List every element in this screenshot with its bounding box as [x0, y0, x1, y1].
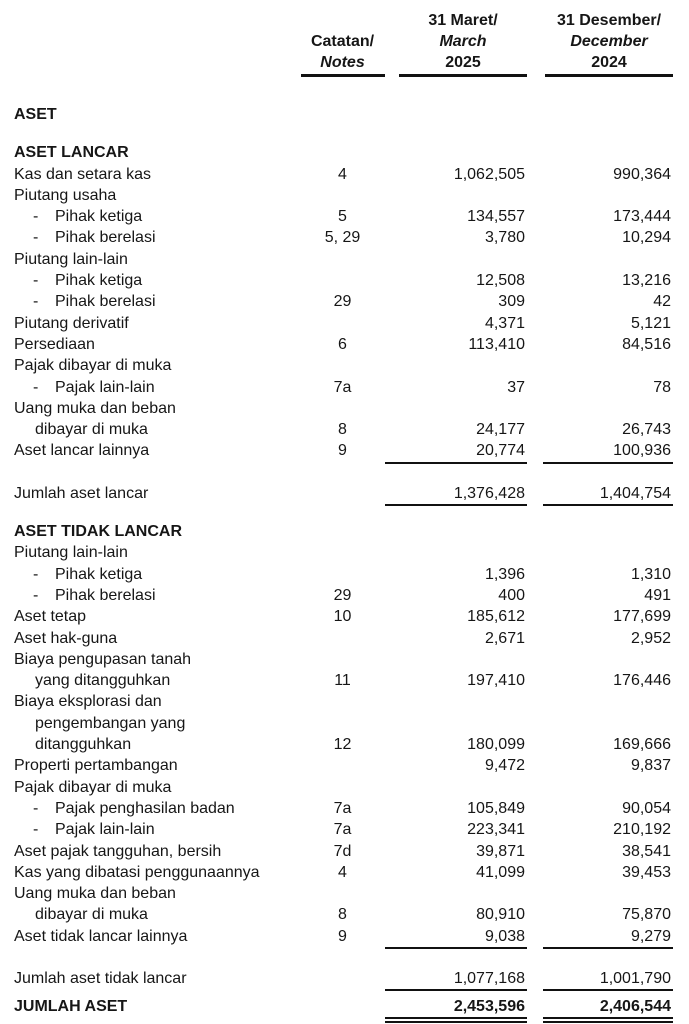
table-row [14, 104, 673, 125]
december-2024-line1: 31 Desember/ [556, 12, 662, 29]
row-value-2024: 90,054 [622, 799, 671, 817]
row-note: 7a [333, 821, 352, 839]
row-value-2024 [543, 777, 673, 798]
table-header [14, 10, 673, 77]
row-value-2025 [385, 104, 527, 125]
row-note: 8 [338, 421, 347, 439]
table-row [14, 841, 673, 862]
row-label: Jumlah aset lancar [14, 484, 149, 502]
row-value-2024: 2,406,544 [543, 997, 673, 1023]
row-value-2025 [385, 521, 527, 542]
row-gap [527, 628, 543, 649]
row-note: 7d [333, 842, 352, 860]
row-gap [527, 377, 543, 398]
row-gap [527, 521, 543, 542]
row-note [300, 564, 385, 585]
row-value-2025: 223,341 [467, 821, 525, 839]
row-label: Pajak dibayar di muka [14, 778, 172, 796]
row-note [300, 777, 385, 798]
row-label: JUMLAH ASET [14, 998, 128, 1016]
row-value-2024: 5,121 [630, 314, 671, 332]
row-value-2024: 9,279 [543, 926, 673, 949]
table-row [14, 585, 673, 606]
row-value-2025 [385, 355, 527, 376]
row-label: ditangguhkan [35, 736, 132, 754]
table-row [14, 713, 673, 734]
row-note [300, 249, 385, 270]
table-row [14, 483, 673, 504]
december-2024-line3: 2024 [591, 54, 627, 71]
row-value-2024: 26,743 [622, 421, 671, 439]
row-gap [527, 185, 543, 206]
row-label: - Pihak berelasi [14, 227, 300, 248]
row-gap [527, 398, 543, 419]
march-2025-line1: 31 Maret/ [428, 12, 498, 29]
row-value-2025: 1,396 [484, 565, 525, 583]
row-note: 7a [333, 799, 352, 817]
row-label: ASET LANCAR [14, 144, 129, 162]
row-note: 9 [338, 927, 347, 945]
row-value-2024: 78 [653, 378, 671, 396]
table-row [14, 355, 673, 376]
row-note: 29 [333, 293, 352, 311]
row-label: - Pihak ketiga [14, 564, 300, 585]
row-value-2024 [543, 249, 673, 270]
row-value-2025: 134,557 [467, 208, 525, 226]
notes-header-line1: Catatan/ [310, 33, 375, 50]
row-note [300, 755, 385, 776]
row-value-2025: 80,910 [476, 906, 525, 924]
row-gap [527, 968, 543, 991]
row-value-2024 [543, 355, 673, 376]
row-label: Piutang lain-lain [14, 544, 128, 562]
bullet-dash: - [33, 586, 39, 604]
row-value-2025 [385, 542, 527, 563]
row-note [300, 313, 385, 334]
row-value-2024 [543, 713, 673, 734]
row-value-2024: 42 [653, 293, 671, 311]
row-gap [527, 270, 543, 291]
row-note: 12 [333, 736, 352, 754]
row-label: - Pihak berelasi [14, 291, 300, 312]
column-header-march-2025 [385, 10, 527, 77]
table-row [14, 419, 673, 440]
row-value-2024: 1,404,754 [543, 483, 673, 506]
row-note: 9 [338, 442, 347, 460]
table-row [14, 734, 673, 755]
row-gap [527, 691, 543, 712]
row-value-2025: 1,077,168 [385, 968, 527, 991]
row-note [300, 997, 385, 1023]
row-note [300, 521, 385, 542]
row-gap [527, 440, 543, 463]
table-row [14, 185, 673, 206]
row-value-2024: 169,666 [613, 736, 671, 754]
row-value-2025 [385, 398, 527, 419]
table-row [14, 377, 673, 398]
table-row [14, 862, 673, 883]
table-row [14, 691, 673, 712]
row-note [300, 968, 385, 991]
row-value-2025: 1,062,505 [453, 165, 525, 183]
row-gap [527, 606, 543, 627]
row-label: Biaya eksplorasi dan [14, 693, 162, 711]
row-value-2025 [385, 142, 527, 163]
table-body [14, 104, 673, 1017]
row-value-2024: 13,216 [622, 272, 671, 290]
row-value-2024: 491 [644, 586, 671, 604]
table-row [14, 926, 673, 947]
table-row [14, 398, 673, 419]
row-gap [527, 483, 543, 506]
row-note [300, 142, 385, 163]
row-value-2025 [385, 185, 527, 206]
row-label: - Pajak lain-lain [14, 377, 300, 398]
row-value-2024 [543, 649, 673, 670]
row-label: Aset tidak lancar lainnya [14, 927, 188, 945]
row-value-2024: 9,837 [630, 757, 671, 775]
table-row [14, 227, 673, 248]
row-label: Uang muka dan beban [14, 885, 176, 903]
row-value-2025: 24,177 [476, 421, 525, 439]
row-note [300, 185, 385, 206]
row-gap [527, 734, 543, 755]
row-note [300, 883, 385, 904]
row-value-2025: 12,508 [476, 272, 525, 290]
row-note: 8 [338, 906, 347, 924]
table-row [14, 997, 673, 1017]
bullet-dash: - [33, 821, 39, 839]
row-value-2025 [385, 249, 527, 270]
row-gap [527, 334, 543, 355]
row-label: Kas dan setara kas [14, 165, 151, 183]
row-note [300, 691, 385, 712]
row-value-2025 [385, 777, 527, 798]
row-value-2024: 173,444 [613, 208, 671, 226]
row-value-2025: 20,774 [385, 440, 527, 463]
row-note: 10 [333, 608, 352, 626]
row-value-2025: 309 [498, 293, 525, 311]
march-2025-line3: 2025 [445, 54, 481, 71]
row-value-2024: 177,699 [613, 608, 671, 626]
bullet-dash: - [33, 229, 39, 247]
row-label: pengembangan yang [35, 714, 186, 732]
table-row [14, 542, 673, 563]
notes-header-line2: Notes [320, 54, 365, 71]
row-value-2024: 210,192 [613, 821, 671, 839]
row-label: ASET [14, 106, 57, 123]
row-value-2025: 37 [507, 378, 525, 396]
row-label: - Pihak ketiga [14, 270, 300, 291]
row-gap [527, 355, 543, 376]
row-note [300, 270, 385, 291]
row-note [300, 398, 385, 419]
table-row [14, 334, 673, 355]
table-row [14, 968, 673, 989]
row-label: Piutang lain-lain [14, 250, 128, 268]
row-value-2025: 113,410 [468, 335, 525, 353]
row-gap [527, 997, 543, 1023]
row-label: - Pihak ketiga [14, 206, 300, 227]
row-gap [527, 670, 543, 691]
row-value-2025: 39,871 [476, 842, 525, 860]
bullet-dash: - [33, 272, 39, 290]
row-value-2024 [543, 142, 673, 163]
row-note [300, 104, 385, 125]
row-value-2025: 4,371 [484, 314, 525, 332]
bullet-dash: - [33, 799, 39, 817]
march-2025-line2: March [439, 33, 487, 50]
row-label: - Pihak berelasi [14, 585, 300, 606]
row-note [300, 628, 385, 649]
row-label: Jumlah aset tidak lancar [14, 969, 187, 987]
row-gap [527, 755, 543, 776]
row-value-2024: 10,294 [622, 229, 671, 247]
row-value-2024: 100,936 [543, 440, 673, 463]
column-header-december-2024 [543, 10, 673, 77]
row-note: 5, 29 [324, 229, 361, 247]
row-label: Aset lancar lainnya [14, 442, 150, 460]
row-label: Piutang derivatif [14, 314, 129, 332]
row-gap [527, 926, 543, 949]
row-value-2024 [543, 521, 673, 542]
row-label: yang ditangguhkan [35, 672, 171, 690]
table-row [14, 440, 673, 461]
row-note [300, 542, 385, 563]
row-value-2024: 176,446 [613, 672, 671, 690]
row-value-2025 [385, 713, 527, 734]
row-gap [527, 904, 543, 925]
table-row [14, 649, 673, 670]
table-row [14, 798, 673, 819]
row-value-2025: 185,612 [467, 608, 525, 626]
column-header-labels [14, 10, 300, 77]
row-value-2025: 105,849 [467, 799, 525, 817]
row-value-2025: 9,472 [484, 757, 525, 775]
row-note: 7a [333, 378, 352, 396]
row-value-2025: 41,099 [476, 863, 525, 881]
row-label: Aset tetap [14, 608, 87, 626]
row-note: 4 [338, 863, 347, 881]
row-note [300, 649, 385, 670]
row-note: 11 [334, 672, 351, 690]
row-value-2024: 84,516 [622, 335, 671, 353]
row-value-2024: 1,310 [630, 565, 671, 583]
row-value-2024 [543, 883, 673, 904]
row-note: 5 [338, 208, 347, 226]
table-row [14, 670, 673, 691]
row-label: Properti pertambangan [14, 757, 178, 775]
row-gap [527, 649, 543, 670]
row-gap [527, 206, 543, 227]
december-2024-line2: December [570, 33, 648, 50]
row-note [300, 713, 385, 734]
table-row [14, 564, 673, 585]
row-gap [527, 249, 543, 270]
row-label: dibayar di muka [35, 906, 148, 924]
row-gap [527, 564, 543, 585]
table-row [14, 270, 673, 291]
table-row [14, 521, 673, 542]
row-gap [527, 142, 543, 163]
table-row [14, 142, 673, 163]
row-gap [527, 777, 543, 798]
row-label: Aset hak-guna [14, 629, 118, 647]
row-gap [527, 585, 543, 606]
bullet-dash: - [33, 208, 39, 226]
row-value-2024 [543, 542, 673, 563]
row-label: Aset pajak tangguhan, bersih [14, 842, 222, 860]
bullet-dash: - [33, 293, 39, 311]
row-gap [527, 862, 543, 883]
row-note: 6 [338, 335, 347, 353]
table-row [14, 904, 673, 925]
row-label: - Pajak penghasilan badan [14, 798, 300, 819]
row-value-2025: 2,671 [484, 629, 525, 647]
table-row [14, 628, 673, 649]
row-gap [527, 313, 543, 334]
table-row [14, 819, 673, 840]
row-value-2024: 2,952 [630, 629, 671, 647]
row-label: - Pajak lain-lain [14, 819, 300, 840]
row-gap [527, 419, 543, 440]
row-note: 4 [338, 165, 347, 183]
row-value-2024 [543, 104, 673, 125]
row-label: dibayar di muka [35, 421, 148, 439]
row-label: Piutang usaha [14, 186, 117, 204]
row-value-2024: 38,541 [622, 842, 671, 860]
row-gap [527, 291, 543, 312]
row-value-2024 [543, 185, 673, 206]
row-gap [527, 841, 543, 862]
table-row [14, 164, 673, 185]
row-value-2025: 1,376,428 [385, 483, 527, 506]
row-note [300, 355, 385, 376]
row-value-2025: 2,453,596 [385, 997, 527, 1023]
table-row [14, 249, 673, 270]
table-row [14, 883, 673, 904]
table-row [14, 755, 673, 776]
table-row [14, 313, 673, 334]
row-value-2025 [385, 691, 527, 712]
row-gap [527, 542, 543, 563]
row-gap [527, 227, 543, 248]
row-value-2025: 9,038 [385, 926, 527, 949]
row-value-2024: 990,364 [613, 165, 671, 183]
row-value-2024 [543, 398, 673, 419]
row-value-2025: 400 [498, 586, 525, 604]
row-label: Pajak dibayar di muka [14, 357, 172, 375]
row-value-2025: 3,780 [484, 229, 525, 247]
row-label: ASET TIDAK LANCAR [14, 523, 182, 541]
row-note [300, 483, 385, 506]
row-value-2024: 75,870 [622, 906, 671, 924]
row-value-2024: 39,453 [622, 863, 671, 881]
row-value-2025 [385, 883, 527, 904]
column-gap [527, 10, 543, 77]
row-value-2025 [385, 649, 527, 670]
row-gap [527, 883, 543, 904]
row-gap [527, 819, 543, 840]
row-note: 29 [333, 586, 352, 604]
row-value-2025: 180,099 [467, 736, 525, 754]
row-label: Persediaan [14, 335, 95, 353]
row-value-2025: 197,410 [467, 672, 525, 690]
bullet-dash: - [33, 378, 39, 396]
row-gap [527, 713, 543, 734]
row-gap [527, 164, 543, 185]
row-gap [527, 104, 543, 125]
column-header-notes [300, 10, 385, 77]
row-value-2024 [543, 691, 673, 712]
table-row [14, 291, 673, 312]
table-row [14, 206, 673, 227]
table-row [14, 606, 673, 627]
bullet-dash: - [33, 565, 39, 583]
row-label: Uang muka dan beban [14, 399, 176, 417]
row-gap [527, 798, 543, 819]
table-row [14, 777, 673, 798]
row-value-2024: 1,001,790 [543, 968, 673, 991]
row-label: Kas yang dibatasi penggunaannya [14, 863, 260, 881]
row-label: Biaya pengupasan tanah [14, 650, 192, 668]
